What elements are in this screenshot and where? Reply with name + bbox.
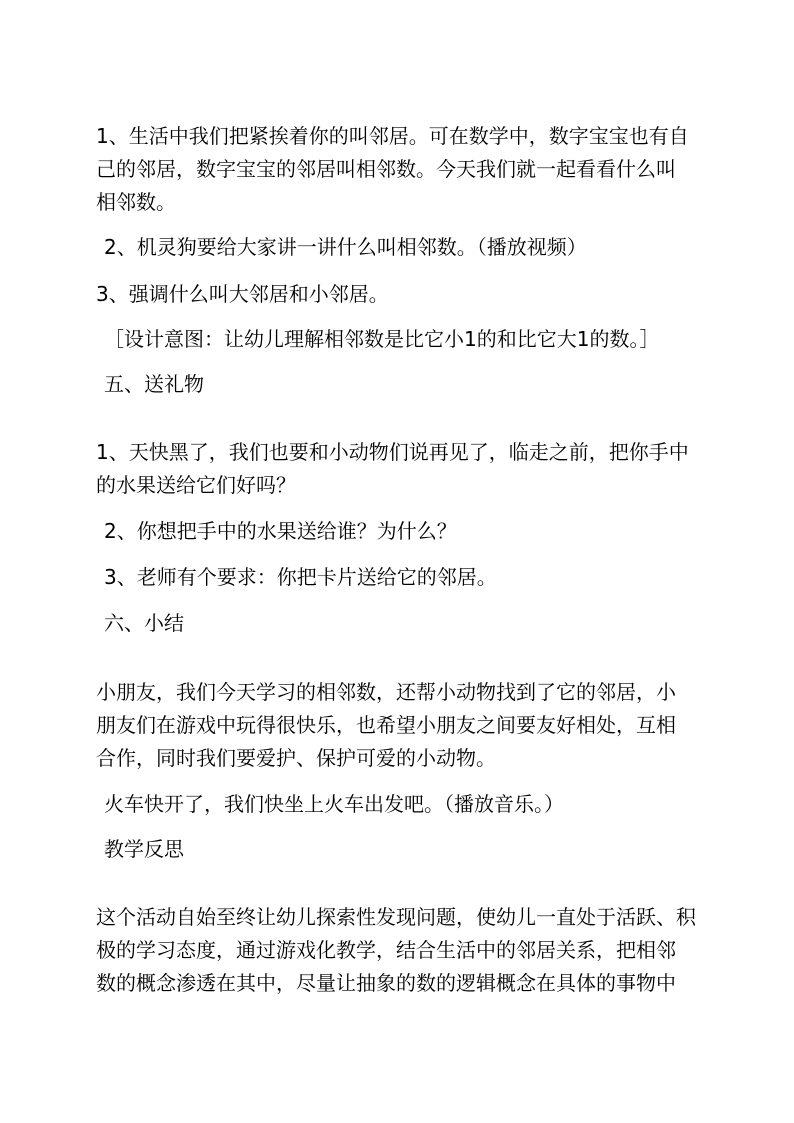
paragraph-5-line-1: 1、天快黑了，我们也要和小动物们说再见了，临走之前，把你手中	[96, 440, 689, 464]
paragraph-1-line-2: 己的邻居，数字宝宝的邻居叫相邻数。今天我们就一起看看什么叫	[96, 157, 676, 181]
paragraph-10-line-2: 极的学习态度，通过游戏化教学，结合生活中的邻居关系，把相邻	[96, 938, 676, 962]
paragraph-7: 3、老师有个要求：你把卡片送给它的邻居。	[104, 565, 497, 589]
paragraph-1-line-1: 1、生活中我们把紧挨着你的叫邻居。可在数学中，数字宝宝也有自	[96, 124, 689, 148]
paragraph-8-line-2: 朋友们在游戏中玩得很快乐，也希望小朋友之间要友好相处，互相	[96, 713, 676, 737]
paragraph-10-line-3: 数的概念渗透在其中，尽量让抽象的数的逻辑概念在具体的事物中	[96, 971, 676, 995]
section-heading-5: 五、送礼物	[104, 372, 204, 396]
section-heading-reflection: 教学反思	[104, 837, 184, 861]
section-heading-6: 六、小结	[104, 611, 184, 635]
paragraph-1-line-3: 相邻数。	[96, 190, 176, 214]
paragraph-10-line-1: 这个活动自始至终让幼儿探索性发现问题，使幼儿一直处于活跃、积	[96, 905, 696, 929]
paragraph-8-line-1: 小朋友，我们今天学习的相邻数，还帮小动物找到了它的邻居，小	[96, 680, 676, 704]
design-intent: ［设计意图：让幼儿理解相邻数是比它小1的和比它大1的数。］	[104, 327, 660, 351]
paragraph-5-line-2: 的水果送给它们好吗？	[96, 473, 296, 497]
paragraph-6: 2、你想把手中的水果送给谁？为什么？	[104, 519, 457, 543]
paragraph-8-line-3: 合作，同时我们要爱护、保护可爱的小动物。	[96, 746, 496, 770]
paragraph-3: 3、强调什么叫大邻居和小邻居。	[96, 282, 389, 306]
paragraph-2: 2、机灵狗要给大家讲一讲什么叫相邻数。（播放视频）	[104, 235, 587, 259]
paragraph-9: 火车快开了，我们快坐上火车出发吧。（播放音乐。）	[104, 792, 564, 816]
